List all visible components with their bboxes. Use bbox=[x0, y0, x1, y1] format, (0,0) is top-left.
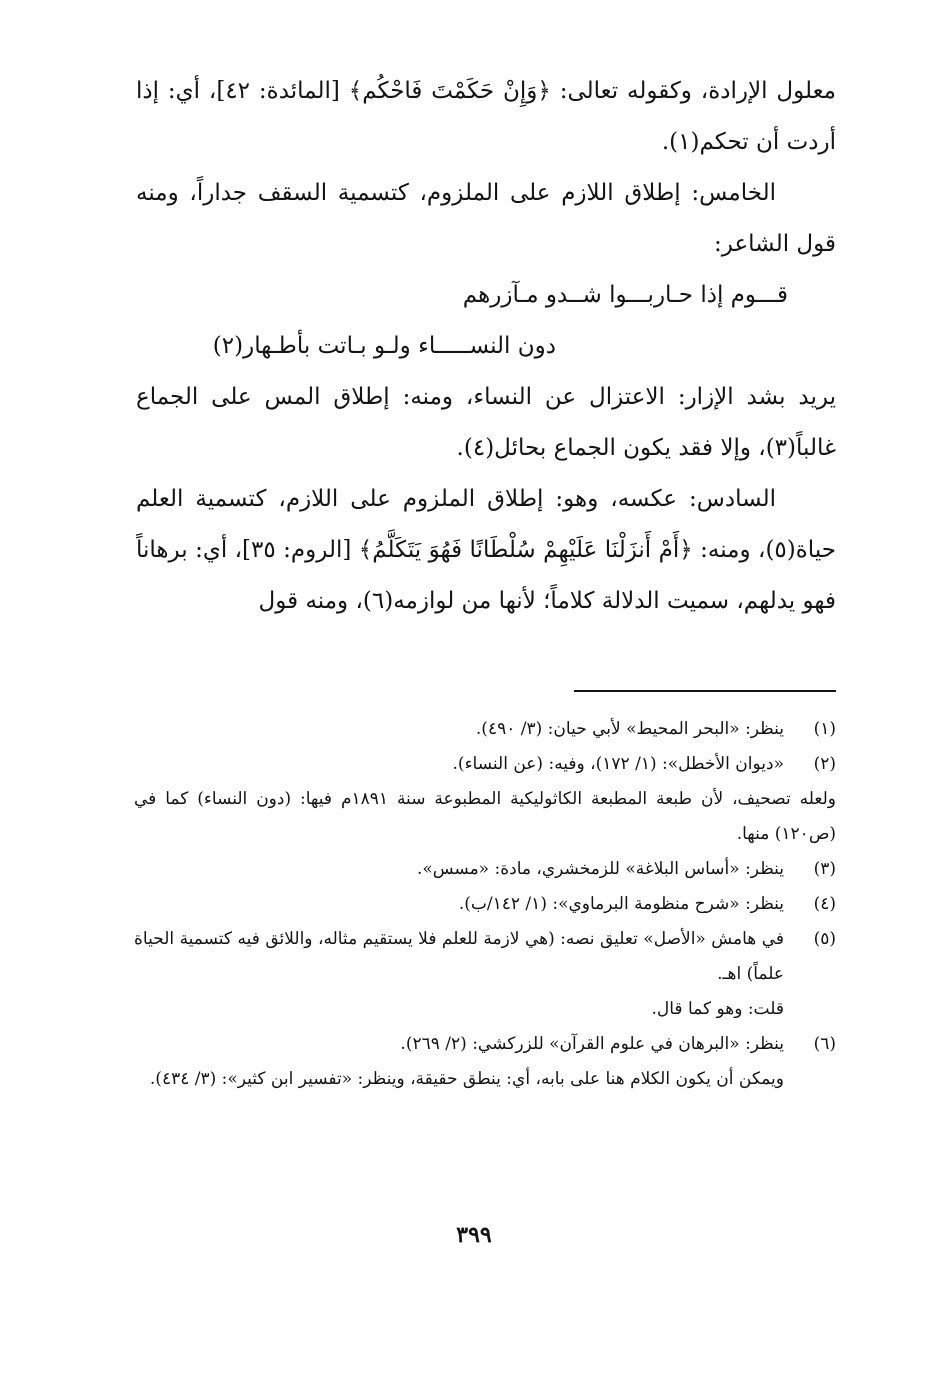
footnote-number: (١) bbox=[813, 719, 836, 739]
verse-hemistich-2: دون النســـــاء ولـو بـاتت بأطـهار(٢) bbox=[212, 333, 556, 359]
footnote-1 bbox=[134, 712, 836, 747]
footnote-number: (٦) bbox=[813, 1034, 836, 1054]
page-number: ٣٩٩ bbox=[456, 1222, 492, 1248]
footnote-number: (٥) bbox=[813, 929, 836, 949]
footnote-text: ينظر: «البحر المحيط» لأبي حيان: (٣/ ٤٩٠). bbox=[475, 719, 784, 739]
footnote-6-continuation bbox=[134, 1062, 836, 1097]
footnote-5 bbox=[134, 922, 836, 992]
footnote-number: (٢) bbox=[813, 754, 836, 774]
footnote-3 bbox=[134, 852, 836, 887]
paragraph-2: الخامس: إطلاق اللازم على الملزوم، كتسمية السقف جداراً، ومنه قول الشاعر: bbox=[136, 180, 836, 257]
poetry-verse bbox=[136, 270, 836, 372]
footnote-text: ويمكن أن يكون الكلام هنا على بابه، أي: ينطق حقيقة، وينظر: «تفسير ابن كثير»: (٣/ ٤٣٤). bbox=[149, 1069, 784, 1089]
footnote-6 bbox=[134, 1027, 836, 1062]
footnote-number: (٣) bbox=[813, 859, 836, 879]
footnote-divider bbox=[574, 690, 836, 692]
verse-hemistich-1: قـــوم إذا حـاربـــوا شــدو مـآزرهم bbox=[462, 282, 788, 308]
main-text bbox=[136, 66, 836, 627]
paragraph-1: معلول الإرادة، وكقوله تعالى: ﴿وَإِنْ حَكَمْتَ فَاحْكُم﴾ [المائدة: ٤٢]، أي: إذا أردت أن تحكم(١). bbox=[136, 78, 837, 155]
footnote-text: ينظر: «شرح منظومة البرماوي»: (١/ ١٤٢/ب). bbox=[458, 894, 784, 914]
footnote-2-continuation bbox=[134, 782, 836, 852]
footnote-5-continuation bbox=[134, 992, 836, 1027]
footnote-4 bbox=[134, 887, 836, 922]
paragraph-4: السادس: عكسه، وهو: إطلاق الملزوم على اللازم، كتسمية العلم حياة(٥)، ومنه: ﴿أَمْ أَنزَلْنَا عَلَيْهِمْ سُلْطَانًا فَهُوَ يَتَكَلَّمُ﴾ [الروم: ٣٥]، أي: برهاناً فهو يدلهم، سميت الدلالة كلاماً؛ لأنها من لوازمه(٦)، ومنه قول bbox=[136, 486, 836, 614]
footnote-2 bbox=[134, 747, 836, 782]
footnote-text: ينظر: «البرهان في علوم القرآن» للزركشي: (٢/ ٢٦٩). bbox=[400, 1034, 784, 1054]
footnote-number: (٤) bbox=[813, 894, 836, 914]
footnote-text: ولعله تصحيف، لأن طبعة المطبعة الكاثوليكية المطبوعة سنة ١٨٩١م فيها: (دون النساء) كما في (ص١٢٠) منها. bbox=[134, 789, 836, 844]
footnote-text: «ديوان الأخطل»: (١/ ١٧٢)، وفيه: (عن النساء). bbox=[452, 754, 784, 774]
footnotes bbox=[134, 712, 836, 1097]
footnote-text: في هامش «الأصل» تعليق نصه: (هي لازمة للعلم فلا يستقيم مثاله، واللائق فيه كتسمية الحياة علماً) اهـ. bbox=[134, 929, 784, 984]
paragraph-3: يريد بشد الإزار: الاعتزال عن النساء، ومنه: إطلاق المس على الجماع غالباً(٣)، وإلا فقد يكون الجماع بحائل(٤). bbox=[136, 384, 836, 461]
footnote-text: ينظر: «أساس البلاغة» للزمخشري، مادة: «مسس». bbox=[416, 859, 784, 879]
footnote-text: قلت: وهو كما قال. bbox=[651, 999, 784, 1019]
